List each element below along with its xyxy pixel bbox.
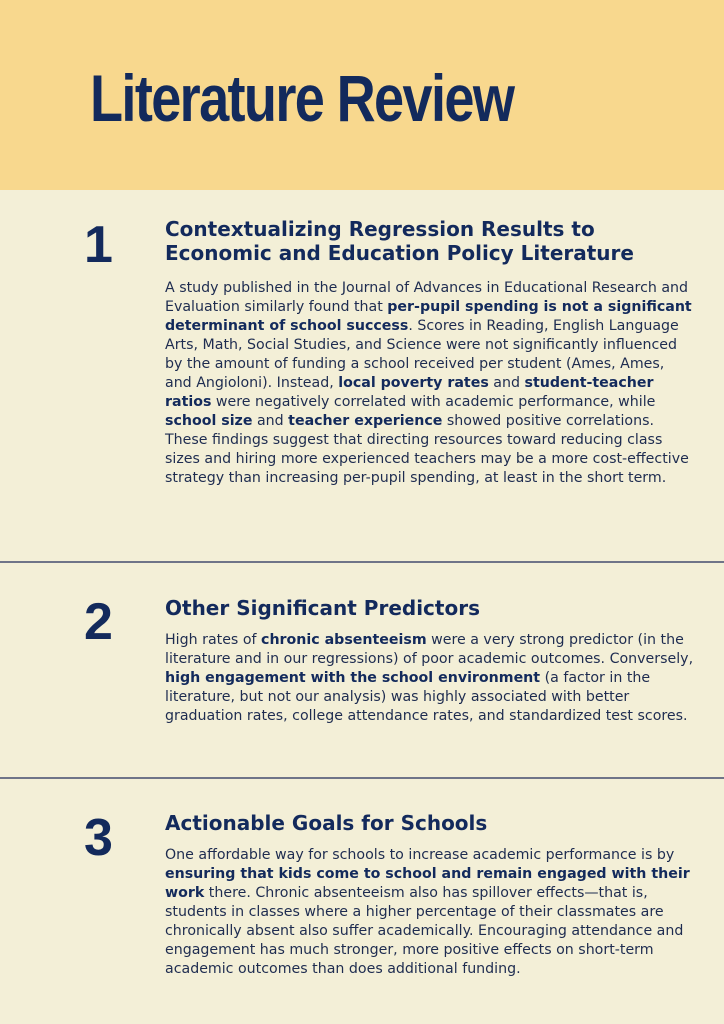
bold-text-run: chronic absenteeism — [261, 632, 427, 648]
section-divider — [0, 777, 724, 779]
text-run: there. Chronic absenteeism also has spillover effects—that is, students in classes where a higher percentage of their classmates are chronically absent also suffer academically. Encouraging attendance and engagement has much stronger, more positive effects on short-term academic outcomes than does additional funding. — [165, 885, 684, 977]
text-run: . Scores in Reading, English Language Arts, Math, Social Studies, and Science were not significantly influenced by the amount of funding a school received per student (Ames, Ames, and Angioloni). Instead, — [165, 318, 679, 391]
section-heading — [165, 596, 695, 620]
header-banner — [0, 0, 724, 190]
section-heading — [165, 217, 695, 265]
heading-line: Economic and Education Policy Literature — [165, 241, 634, 265]
heading-line: Other Significant Predictors — [165, 596, 480, 620]
section-body — [165, 279, 695, 488]
bold-text-run: ensuring that kids come to school and remain engaged with their work — [165, 866, 690, 901]
section-content — [165, 217, 695, 488]
bold-text-run: per-pupil spending is not a significant determinant of school success — [165, 299, 692, 334]
section-heading — [165, 811, 695, 835]
text-run: showed positive correlations. These findings suggest that directing resources toward reducing class sizes and hiring more experienced teachers may be a more cost-effective strategy than increasing per-pupil spending, at least in the short term. — [165, 413, 689, 486]
text-run: and — [488, 375, 525, 391]
heading-line: Contextualizing Regression Results to — [165, 217, 595, 241]
bold-text-run: teacher experience — [288, 413, 443, 429]
text-run: were a very strong predictor (in the literature and in our regressions) of poor academic outcomes. Conversely, — [165, 632, 694, 667]
section-content — [165, 811, 695, 979]
section-body — [165, 846, 695, 979]
bold-text-run: local poverty rates — [338, 375, 489, 391]
section-body — [165, 631, 695, 726]
text-run: (a factor in the literature, but not our analysis) was highly associated with better graduation rates, college attendance rates, and standardized test scores. — [165, 670, 688, 724]
page-title: Literature Review — [90, 61, 514, 135]
text-run: A study published in the Journal of Advances in Educational Research and Evaluation similarly found that — [165, 280, 689, 315]
section-number: 2 — [84, 593, 113, 651]
text-run: were negatively correlated with academic performance, while — [211, 394, 656, 410]
section-number: 1 — [84, 216, 113, 274]
section-number: 3 — [84, 809, 113, 867]
text-run: One affordable way for schools to increase academic performance is by — [165, 847, 675, 863]
bold-text-run: high engagement with the school environment — [165, 670, 541, 686]
text-run: High rates of — [165, 632, 262, 648]
bold-text-run: school size — [165, 413, 253, 429]
section-content — [165, 596, 695, 726]
text-run: and — [252, 413, 289, 429]
section-divider — [0, 561, 724, 563]
bold-text-run: student-teacher ratios — [165, 375, 654, 410]
heading-line: Actionable Goals for Schools — [165, 811, 488, 835]
